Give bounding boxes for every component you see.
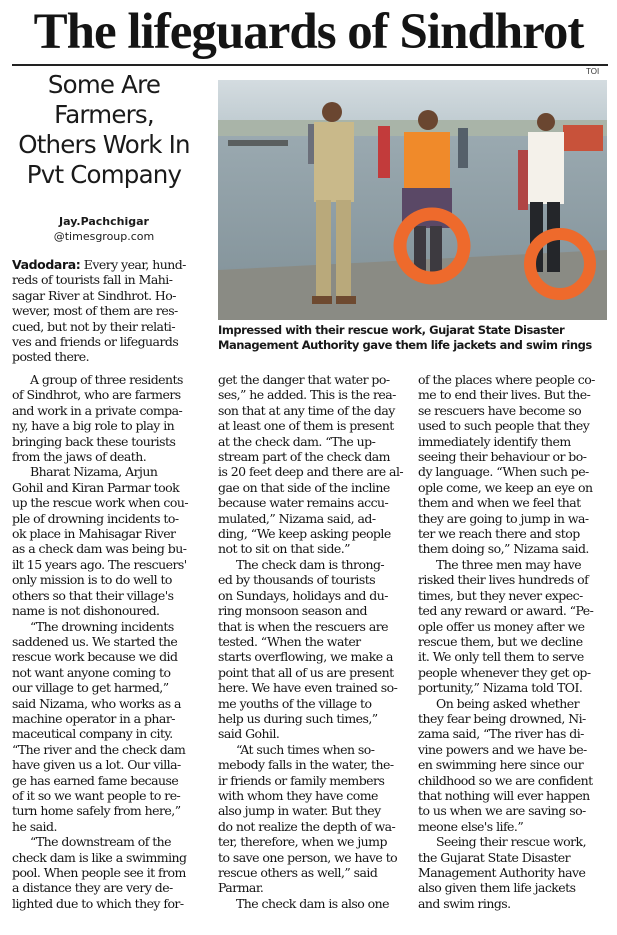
lead-line: ves and friends or lifeguards bbox=[12, 334, 179, 350]
lead-line: posted there. bbox=[12, 349, 90, 365]
text-line: do not realize the depth of wa- bbox=[218, 818, 396, 834]
text-line: as a check dam was being bu- bbox=[12, 541, 187, 557]
deck-line: Others Work In bbox=[18, 130, 190, 159]
article-column-3 bbox=[418, 372, 610, 911]
text-line: have given us a lot. Our villa- bbox=[12, 757, 181, 773]
text-line: ople come, we keep an eye on bbox=[418, 479, 593, 495]
text-line: name is not dishonoured. bbox=[12, 603, 160, 619]
text-line: help us during such times,” bbox=[218, 710, 378, 726]
text-line: he said. bbox=[12, 818, 57, 834]
text-line: point that all of us are present bbox=[218, 664, 394, 680]
text-line: to us when we are saving so- bbox=[418, 803, 586, 819]
text-line: times, but they never expec- bbox=[418, 587, 583, 603]
text-line: check dam is like a swimming bbox=[12, 849, 187, 865]
deck-subheadline bbox=[10, 70, 198, 190]
text-line: at least one of them is present bbox=[218, 418, 394, 434]
text-line: it. We only tell them to serve bbox=[418, 649, 584, 665]
text-line: ir friends or family members bbox=[218, 772, 385, 788]
text-line: bringing back these tourists bbox=[12, 433, 176, 449]
text-line: saddened us. We started the bbox=[12, 633, 178, 649]
text-line: Gohil and Kiran Parmar took bbox=[12, 479, 180, 495]
author-org: @timesgroup.com bbox=[53, 230, 155, 243]
text-line: zama said, “The river has di- bbox=[418, 726, 584, 742]
text-line: others so that their village's bbox=[12, 587, 174, 603]
text-line: machine operator in a phar- bbox=[12, 710, 175, 726]
dateline: Vadodara: bbox=[12, 257, 81, 272]
article-column-1 bbox=[12, 372, 208, 911]
text-line: that is when the rescuers are bbox=[218, 618, 389, 634]
text-line: stream part of the check dam bbox=[218, 449, 390, 465]
photo-credit: TOI bbox=[586, 67, 600, 76]
text-line: en swimming here since our bbox=[418, 757, 584, 773]
text-line: from the jaws of death. bbox=[12, 449, 147, 465]
text-line: to save one person, we have to bbox=[218, 849, 398, 865]
text-line: “The downstream of the bbox=[30, 834, 172, 850]
text-line: not to sit on that side.” bbox=[218, 541, 351, 557]
lead-line: cued, but not by their relati- bbox=[12, 318, 176, 334]
text-line: and work in a private compa- bbox=[12, 402, 183, 418]
text-line: not want anyone coming to bbox=[12, 664, 171, 680]
lead-line: sagar River at Sindhrot. Ho- bbox=[12, 287, 176, 303]
text-line: childhood so we are confident bbox=[418, 772, 593, 788]
text-line: up the rescue work when cou- bbox=[12, 495, 189, 511]
text-line: them doing so,” Nizama said. bbox=[418, 541, 589, 557]
text-line: of it so we want people to re- bbox=[12, 787, 181, 803]
text-line: Management Authority have bbox=[418, 865, 586, 880]
text-line: ny, have a big role to play in bbox=[12, 418, 175, 434]
text-line: people whenever they get op- bbox=[418, 664, 591, 680]
text-line: that nothing will ever happen bbox=[418, 787, 590, 803]
lead-paragraph bbox=[12, 257, 208, 365]
deck-line: Farmers, bbox=[54, 100, 154, 129]
author-name: Jay.Pachchigar bbox=[59, 215, 149, 228]
text-line: at the check dam. “The up- bbox=[218, 433, 376, 449]
text-line: also jump in water. But they bbox=[218, 803, 381, 819]
headline: The lifeguards of Sindhrot bbox=[33, 4, 584, 60]
caption-line: Management Authority gave them life jackets and swim rings bbox=[218, 338, 592, 352]
text-line: tested. “When the water bbox=[218, 633, 361, 649]
text-line: The three men may have bbox=[436, 556, 582, 572]
text-line: here. We have even trained so- bbox=[218, 680, 398, 696]
lead-line: wever, most of them are res- bbox=[12, 303, 178, 319]
text-line: used to such people that they bbox=[418, 418, 590, 434]
text-line: ed by thousands of tourists bbox=[218, 572, 376, 588]
article-column-2 bbox=[218, 372, 410, 911]
text-line: Parmar. bbox=[218, 880, 264, 896]
text-line: immediately identify them bbox=[418, 433, 571, 449]
deck-line: Some Are bbox=[47, 70, 161, 99]
rescuers-photo bbox=[218, 80, 607, 320]
text-line: “The river and the check dam bbox=[12, 741, 186, 757]
text-line: also given them life jackets bbox=[418, 880, 576, 896]
text-line: ilt 15 years ago. The rescuers' bbox=[12, 556, 187, 572]
text-line: lighted due to which they for- bbox=[12, 895, 184, 911]
text-line: gae on that side of the incline bbox=[218, 479, 390, 495]
text-line: me to end their lives. But the- bbox=[418, 387, 591, 403]
byline bbox=[10, 214, 198, 244]
text-line: mulated,” Nizama said, ad- bbox=[218, 510, 376, 526]
text-line: mebody falls in the water, the- bbox=[218, 757, 394, 773]
text-line: because water remains accu- bbox=[218, 495, 389, 511]
text-line: a distance they are very de- bbox=[12, 880, 173, 896]
text-line: ses,” he added. This is the rea- bbox=[218, 387, 396, 403]
headline-rule bbox=[12, 64, 608, 66]
text-line: rescue work because we did bbox=[12, 649, 178, 665]
text-line: ok place in Mahisagar River bbox=[12, 526, 176, 542]
text-line: son that at any time of the day bbox=[218, 402, 395, 418]
text-line: them and when we feel that bbox=[418, 495, 581, 511]
text-line: said Gohil. bbox=[218, 726, 280, 742]
text-line: they fear being drowned, Ni- bbox=[418, 710, 586, 726]
lead-line: Every year, hund- bbox=[80, 257, 186, 272]
text-line: meone else's life.” bbox=[418, 818, 524, 834]
text-line: maceutical company in city. bbox=[12, 726, 173, 742]
text-line: A group of three residents bbox=[30, 372, 183, 387]
text-line: starts overflowing, we make a bbox=[218, 649, 393, 665]
caption-line: Impressed with their rescue work, Gujarat State Disaster bbox=[218, 323, 565, 337]
text-line: me youths of the village to bbox=[218, 695, 372, 711]
text-line: On being asked whether bbox=[436, 695, 580, 711]
photo-caption bbox=[218, 323, 610, 353]
text-line: dy language. “When such pe- bbox=[418, 464, 589, 480]
text-line: is 20 feet deep and there are al- bbox=[218, 464, 404, 480]
text-line: our village to get harmed,” bbox=[12, 680, 169, 696]
text-line: with whom they have come bbox=[218, 787, 378, 803]
text-line: Bharat Nizama, Arjun bbox=[30, 464, 158, 480]
text-line: pool. When people see it from bbox=[12, 865, 186, 880]
text-line: rescue others as well,” said bbox=[218, 865, 378, 880]
text-line: ter we reach there and stop bbox=[418, 526, 580, 542]
text-line: and swim rings. bbox=[418, 895, 511, 911]
text-line: on Sundays, holidays and du- bbox=[218, 587, 388, 603]
text-line: seeing their behaviour or bo- bbox=[418, 449, 587, 465]
text-line: they are going to jump in wa- bbox=[418, 510, 589, 526]
text-line: get the danger that water po- bbox=[218, 372, 390, 387]
text-line: Seeing their rescue work, bbox=[436, 834, 587, 850]
text-line: of the places where people co- bbox=[418, 372, 595, 387]
text-line: ter, therefore, when we jump bbox=[218, 834, 387, 850]
text-line: turn home safely from here,” bbox=[12, 803, 181, 819]
text-line: ding, “We keep asking people bbox=[218, 526, 391, 542]
text-line: “The drowning incidents bbox=[30, 618, 174, 634]
text-line: ring monsoon season and bbox=[218, 603, 368, 619]
text-line: ple of drowning incidents to- bbox=[12, 510, 179, 526]
text-line: vine powers and we have be- bbox=[418, 741, 587, 757]
text-line: se rescuers have become so bbox=[418, 402, 582, 418]
text-line: portunity,” Nizama told TOI. bbox=[418, 680, 583, 696]
text-line: The check dam is also one bbox=[236, 895, 390, 911]
text-line: the Gujarat State Disaster bbox=[418, 849, 571, 865]
text-line: ted any reward or award. “Pe- bbox=[418, 603, 594, 619]
text-line: ge has earned fame because bbox=[12, 772, 179, 788]
text-line: said Nizama, who works as a bbox=[12, 695, 181, 711]
lead-line: reds of tourists fall in Mahi- bbox=[12, 272, 173, 288]
text-line: ople offer us money after we bbox=[418, 618, 585, 634]
text-line: of Sindhrot, who are farmers bbox=[12, 387, 181, 403]
text-line: The check dam is throng- bbox=[236, 556, 385, 572]
text-line: only mission is to do well to bbox=[12, 572, 172, 588]
deck-line: Pvt Company bbox=[26, 160, 182, 189]
text-line: “At such times when so- bbox=[236, 741, 375, 757]
text-line: rescue them, but we decline bbox=[418, 633, 583, 649]
text-line: risked their lives hundreds of bbox=[418, 572, 589, 588]
